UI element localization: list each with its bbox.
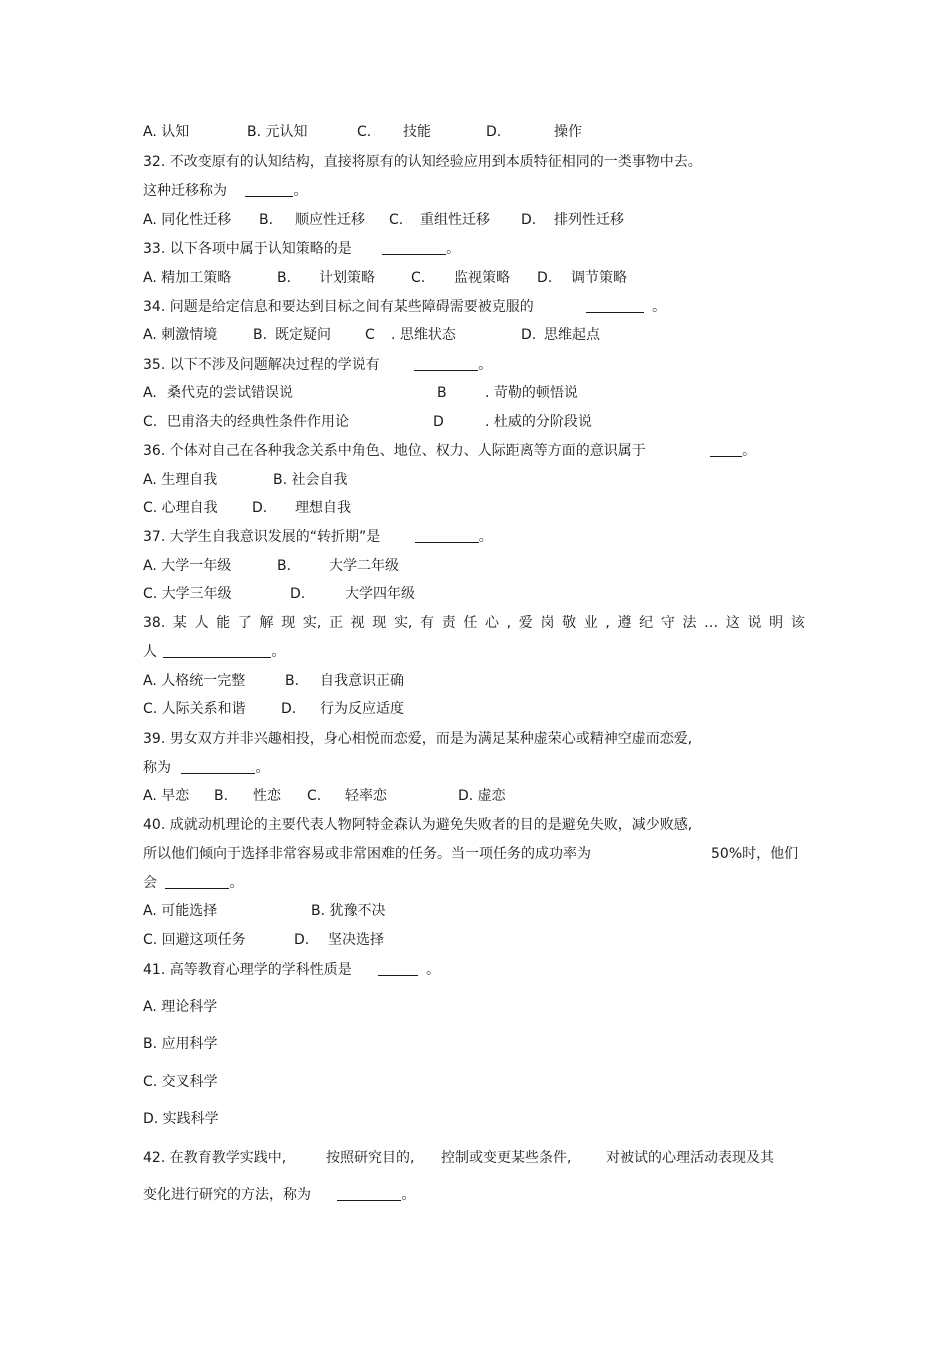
q31-option-b: B. 元认知 xyxy=(247,124,308,140)
q38-stem-cont xyxy=(143,643,285,661)
q38-stem-word: 了 xyxy=(237,615,252,631)
q40-answer-blank[interactable] xyxy=(165,874,229,889)
q34-option-b-text: 既定疑问 xyxy=(275,327,331,343)
q41-stem-text: 41. 高等教育心理学的学科性质是 xyxy=(143,962,352,978)
q38-stem-word: 视 xyxy=(350,615,365,631)
q42-stem-cont xyxy=(143,1186,415,1204)
q38-stem-word: 解 xyxy=(259,615,274,631)
q42-stem-text: 变化进行研究的方法，称为 xyxy=(143,1187,311,1203)
q34-option-a: A. 刺激情境 xyxy=(143,327,218,343)
q38-stem-word: 人 xyxy=(194,615,209,631)
q38-stem-word: 实, xyxy=(302,615,322,631)
q38-stem-word: 任 xyxy=(463,615,478,631)
q32-option-b-text: 顺应性迁移 xyxy=(295,212,365,228)
q33-stem xyxy=(143,240,460,258)
q40-option-a: A. 可能选择 xyxy=(143,903,218,919)
q34-stem-text: 34. 问题是给定信息和要达到目标之间有某些障碍需要被克服的 xyxy=(143,299,534,315)
q41-answer-blank[interactable] xyxy=(378,961,418,976)
q34-options xyxy=(143,326,805,344)
q38-stem-word: 岗 xyxy=(540,615,555,631)
q36-options-ab xyxy=(143,471,805,489)
q31-option-d: D. xyxy=(486,124,502,140)
q38-stem-word: , xyxy=(605,615,610,631)
q39-tail: 。 xyxy=(255,760,270,776)
q41-option-d: D. 实践科学 xyxy=(143,1111,219,1127)
q32-option-c-text: 重组性迁移 xyxy=(420,212,490,228)
q38-option-a: A. 人格统一完整 xyxy=(143,673,246,689)
q38-option-d: D. xyxy=(281,701,297,717)
q40-stem-cont xyxy=(143,845,805,863)
q33-tail: 。 xyxy=(446,241,461,257)
q37-tail: 。 xyxy=(478,529,493,545)
q34-option-c-text: . 思维状态 xyxy=(391,327,456,343)
q38-stem-word: 心 xyxy=(485,615,500,631)
q39-option-c: C. xyxy=(307,788,322,804)
q39-option-b-text: 性恋 xyxy=(253,788,281,804)
q38-stem-word: 爱 xyxy=(518,615,533,631)
q38-stem-word: 业 xyxy=(583,615,598,631)
q42-answer-blank[interactable] xyxy=(337,1186,401,1201)
q39-stem: 39. 男女双方并非兴趣相投，身心相悦而恋爱，而是为满足某种虚荣心或精神空虚而恋爱, xyxy=(143,731,693,747)
q34-option-c: C xyxy=(365,327,375,343)
q32-answer-blank[interactable] xyxy=(245,182,293,197)
q35-option-d: D xyxy=(433,414,444,430)
q38-stem-word: 法 xyxy=(682,615,697,631)
q40-option-d: D. xyxy=(294,932,310,948)
q37-option-d-text: 大学四年级 xyxy=(345,586,415,602)
q39-options xyxy=(143,787,805,805)
q35-option-a-text: 桑代克的尝试错误说 xyxy=(167,385,293,401)
q33-option-d: D. xyxy=(537,270,553,286)
q42-stem xyxy=(143,1149,805,1167)
q38-stem-word: 责 xyxy=(441,615,456,631)
q41-tail: 。 xyxy=(426,962,441,978)
q40-options-cd xyxy=(143,931,805,949)
q38-stem-word: 这 xyxy=(725,615,740,631)
q39-answer-blank[interactable] xyxy=(181,759,255,774)
q37-option-c: C. 大学三年级 xyxy=(143,586,232,602)
q33-option-c-text: 监视策略 xyxy=(454,270,510,286)
q35-option-b-text: . 苛勒的顿悟说 xyxy=(485,385,578,401)
q37-option-a: A. 大学一年级 xyxy=(143,558,232,574)
q32-option-a: A. 同化性迁移 xyxy=(143,212,232,228)
q35-stem xyxy=(143,356,492,374)
q37-stem-text: 37. 大学生自我意识发展的“转折期”是 xyxy=(143,529,381,545)
q35-options-ab xyxy=(143,384,805,402)
q40-option-c: C. 回避这项任务 xyxy=(143,932,246,948)
q38-stem-word: 该 xyxy=(790,615,805,631)
q39-option-c-text: 轻率恋 xyxy=(345,788,387,804)
q32-option-b: B. xyxy=(259,212,274,228)
q40-stem-text-rate: 50%时，他们 xyxy=(711,846,799,862)
q39-option-a: A. 早恋 xyxy=(143,788,190,804)
q40-options-ab xyxy=(143,902,805,920)
q41-option-b: B. 应用科学 xyxy=(143,1036,218,1052)
q33-option-b-text: 计划策略 xyxy=(319,270,375,286)
q40-stem-text: 所以他们倾向于选择非常容易或非常困难的任务。当一项任务的成功率为 xyxy=(143,846,591,862)
q38-stem-word: … xyxy=(704,615,719,631)
q38-stem-word: 能 xyxy=(216,615,231,631)
q36-stem-text: 36. 个体对自己在各种我念关系中角色、地位、权力、人际距离等方面的意识属于 xyxy=(143,443,646,459)
q32-option-d-text: 排列性迁移 xyxy=(554,212,624,228)
q38-stem-word: 守 xyxy=(660,615,675,631)
q34-tail: 。 xyxy=(652,299,667,315)
q33-option-b: B. xyxy=(277,270,292,286)
q36-tail: 。 xyxy=(742,443,757,459)
q33-options xyxy=(143,269,805,287)
q32-tail: 。 xyxy=(293,183,308,199)
q38-stem-word: 遵 xyxy=(617,615,632,631)
q42-stem-part: 对被试的心理活动表现及其 xyxy=(606,1150,774,1166)
q32-stem: 32. 不改变原有的认知结构，直接将原有的认知经验应用到本质特征相同的一类事物中去。 xyxy=(143,154,702,170)
q40-stem-text: 会 xyxy=(143,875,157,891)
q32-options xyxy=(143,211,805,229)
q35-option-b: B xyxy=(437,385,447,401)
q39-option-d: D. 虚恋 xyxy=(458,788,506,804)
q38-stem-word: 现 xyxy=(281,615,296,631)
q38-stem-word: 纪 xyxy=(639,615,654,631)
q39-option-b: B. xyxy=(214,788,229,804)
q32-stem-cont xyxy=(143,182,307,200)
q41-option-a: A. 理论科学 xyxy=(143,999,218,1015)
q40-stem: 40. 成就动机理论的主要代表人物阿特金森认为避免失败者的目的是避免失败，减少败感, xyxy=(143,817,693,833)
q38-stem xyxy=(143,614,805,632)
q31-option-d-text: 操作 xyxy=(554,124,582,140)
q34-stem xyxy=(143,298,666,316)
q37-options-cd xyxy=(143,585,805,603)
q42-stem-part: 42. 在教育教学实践中, xyxy=(143,1150,287,1166)
q37-option-b-text: 大学二年级 xyxy=(329,558,399,574)
q40-tail: 。 xyxy=(229,875,244,891)
q39-stem-text: 称为 xyxy=(143,760,171,776)
q38-options-ab xyxy=(143,672,805,690)
q37-options-ab xyxy=(143,557,805,575)
q34-option-b: B. xyxy=(253,327,268,343)
q38-stem-text: 人 xyxy=(143,644,157,660)
q33-option-d-text: 调节策略 xyxy=(571,270,627,286)
q38-stem-word: 正 xyxy=(328,615,343,631)
q34-option-d-text: 思维起点 xyxy=(544,327,600,343)
q38-stem-word: , xyxy=(506,615,512,631)
q32-option-d: D. xyxy=(521,212,537,228)
q42-stem-part: 控制或变更某些条件, xyxy=(441,1150,572,1166)
q37-answer-blank[interactable] xyxy=(415,528,479,543)
q32-stem-text: 这种迁移称为 xyxy=(143,183,227,199)
q39-stem-cont xyxy=(143,759,269,777)
q38-options-cd xyxy=(143,700,805,718)
q36-options-cd xyxy=(143,499,805,517)
q31-option-c-text: 技能 xyxy=(403,124,431,140)
q36-option-c: C. 心理自我 xyxy=(143,500,218,516)
q41-stem xyxy=(143,961,440,979)
q38-stem-word: 现 xyxy=(372,615,387,631)
q37-option-b: B. xyxy=(277,558,292,574)
q42-stem-part: 按照研究目的, xyxy=(326,1150,415,1166)
q36-option-b: B. 社会自我 xyxy=(273,472,348,488)
q38-option-d-text: 行为反应适度 xyxy=(320,701,404,717)
q38-stem-word: 某 xyxy=(172,615,187,631)
q33-option-a: A. 精加工策略 xyxy=(143,270,232,286)
q32-option-c: C. xyxy=(389,212,404,228)
q34-option-d: D. xyxy=(521,327,537,343)
q38-stem-word: 敬 xyxy=(562,615,577,631)
q38-stem-word: 实, xyxy=(393,615,413,631)
q38-answer-blank[interactable] xyxy=(163,643,271,658)
q38-stem-word: 说 xyxy=(747,615,762,631)
q35-answer-blank[interactable] xyxy=(414,356,478,371)
q33-stem-text: 33. 以下各项中属于认知策略的是 xyxy=(143,241,352,257)
q36-option-d-text: 理想自我 xyxy=(295,500,351,516)
q35-option-c-text: 巴甫洛夫的经典性条件作用论 xyxy=(167,414,349,430)
q35-options-cd xyxy=(143,413,805,431)
q38-option-c: C. 人际关系和谐 xyxy=(143,701,246,717)
q40-stem-cont2 xyxy=(143,874,243,892)
q34-answer-blank[interactable] xyxy=(586,298,644,313)
q38-stem-word: 有 xyxy=(420,615,435,631)
q36-option-a: A. 生理自我 xyxy=(143,472,218,488)
q35-option-d-text: . 杜威的分阶段说 xyxy=(485,414,592,430)
q40-option-d-text: 坚决选择 xyxy=(328,932,384,948)
q37-option-d: D. xyxy=(290,586,306,602)
q41-option-c: C. 交叉科学 xyxy=(143,1074,218,1090)
q35-tail: 。 xyxy=(478,357,493,373)
q42-tail: 。 xyxy=(401,1187,416,1203)
q33-answer-blank[interactable] xyxy=(382,240,446,255)
q36-option-d: D. xyxy=(252,500,268,516)
q38-tail: 。 xyxy=(271,644,286,660)
q35-option-a: A. xyxy=(143,385,157,401)
q40-option-b: B. 犹豫不决 xyxy=(311,903,386,919)
q33-option-c: C. xyxy=(411,270,426,286)
q36-stem xyxy=(143,442,756,460)
q36-answer-blank[interactable] xyxy=(710,442,742,457)
q37-stem xyxy=(143,528,493,546)
q35-stem-text: 35. 以下不涉及问题解决过程的学说有 xyxy=(143,357,380,373)
q38-option-b: B. xyxy=(285,673,300,689)
q38-stem-word: 38. xyxy=(143,615,166,631)
q38-stem-word: 明 xyxy=(769,615,784,631)
q31-option-c: C. xyxy=(357,124,372,140)
q35-option-c: C. xyxy=(143,414,158,430)
q38-option-b-text: 自我意识正确 xyxy=(320,673,404,689)
q31-options xyxy=(143,123,805,141)
q31-option-a: A. 认知 xyxy=(143,124,190,140)
